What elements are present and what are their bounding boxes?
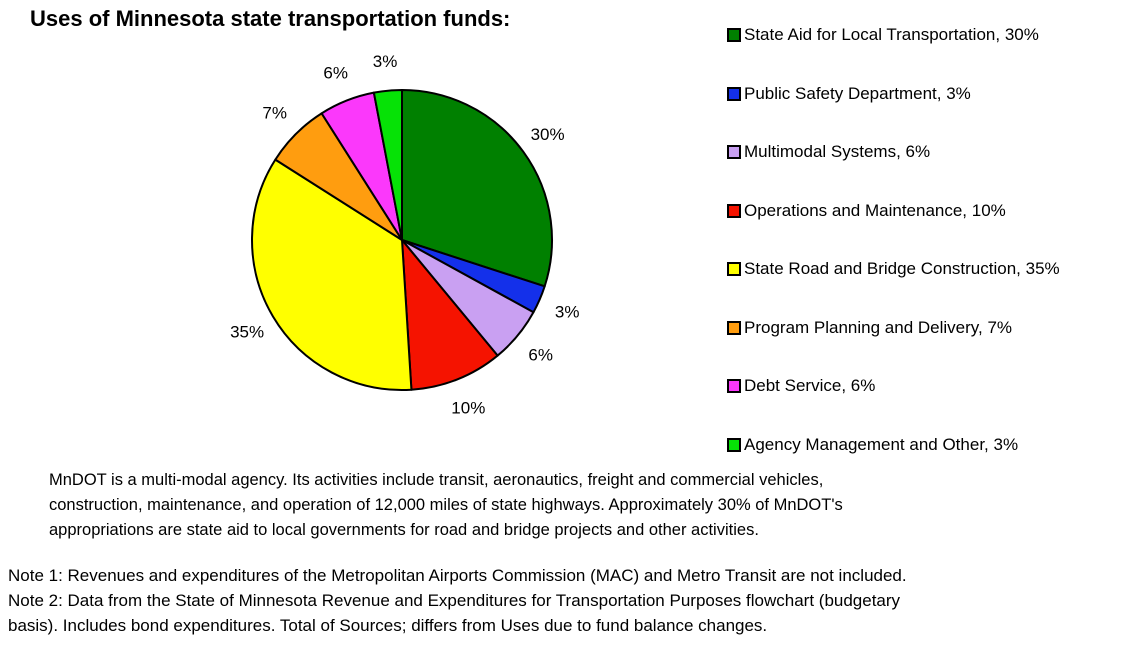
pie-slice-percent-label-state-aid-for-local-transportation: 30% xyxy=(530,125,565,145)
pie-chart-svg xyxy=(192,30,612,450)
pie-slice-percent-label-agency-management-and-other: 3% xyxy=(372,51,398,71)
legend-label: Agency Management and Other, 3% xyxy=(744,434,1019,454)
legend-label: State Road and Bridge Construction, 35% xyxy=(744,259,1060,278)
legend-item-state-aid-for-local-transportation xyxy=(727,26,1060,44)
chart-title: Uses of Minnesota state transportation funds: xyxy=(30,6,511,31)
chart-legend xyxy=(727,26,1060,454)
legend-swatch-icon xyxy=(727,321,741,335)
description-line: MnDOT is a multi-modal agency. Its activities include transit, aeronautics, freight and commercial vehicles, xyxy=(49,471,824,489)
pie-chart xyxy=(192,30,612,450)
pie-slice-percent-label-multimodal-systems: 6% xyxy=(528,345,553,365)
note-line: Note 2: Data from the State of Minnesota Revenue and Expenditures for Transportation Purposes flowchart (budgetary xyxy=(8,591,901,610)
legend-swatch-icon xyxy=(727,145,741,159)
legend-swatch-icon xyxy=(727,204,741,218)
legend-item-state-road-and-bridge-construction xyxy=(727,260,1060,278)
note-line: basis). Includes bond expenditures. Total of Sources; differs from Uses due to fund balance changes. xyxy=(8,616,768,635)
description-paragraph xyxy=(49,468,843,543)
legend-swatch-icon xyxy=(727,438,741,452)
legend-item-public-safety-department xyxy=(727,85,1060,103)
description-line: appropriations are state aid to local governments for road and bridge projects and other activities. xyxy=(49,521,759,539)
pie-slice-percent-label-program-planning-and-delivery: 7% xyxy=(262,103,287,123)
legend-label: Operations and Maintenance, 10% xyxy=(744,200,1006,220)
pie-slice-percent-label-public-safety-department: 3% xyxy=(554,302,580,322)
legend-item-debt-service xyxy=(727,377,1060,395)
legend-swatch-icon xyxy=(727,262,741,276)
legend-label: Debt Service, 6% xyxy=(744,376,876,395)
pie-slice-percent-label-debt-service: 6% xyxy=(323,63,348,83)
pie-slice-percent-label-state-road-and-bridge-construction: 35% xyxy=(230,322,265,342)
pie-slice-percent-label-operations-and-maintenance: 10% xyxy=(451,398,486,418)
legend-label: State Aid for Local Transportation, 30% xyxy=(744,25,1039,44)
legend-swatch-icon xyxy=(727,28,741,42)
description-line: construction, maintenance, and operation of 12,000 miles of state highways. Approximately 30% of MnDOT's xyxy=(49,496,843,514)
legend-label: Multimodal Systems, 6% xyxy=(744,142,931,161)
legend-item-agency-management-and-other xyxy=(727,436,1060,454)
note-line: Note 1: Revenues and expenditures of the Metropolitan Airports Commission (MAC) and Metro Transit are not included. xyxy=(8,566,907,585)
legend-label: Public Safety Department, 3% xyxy=(744,83,971,103)
legend-swatch-icon xyxy=(727,87,741,101)
legend-label: Program Planning and Delivery, 7% xyxy=(744,317,1013,337)
legend-item-operations-and-maintenance xyxy=(727,202,1060,220)
legend-swatch-icon xyxy=(727,379,741,393)
legend-item-program-planning-and-delivery xyxy=(727,319,1060,337)
notes xyxy=(8,563,907,638)
legend-item-multimodal-systems xyxy=(727,143,1060,161)
